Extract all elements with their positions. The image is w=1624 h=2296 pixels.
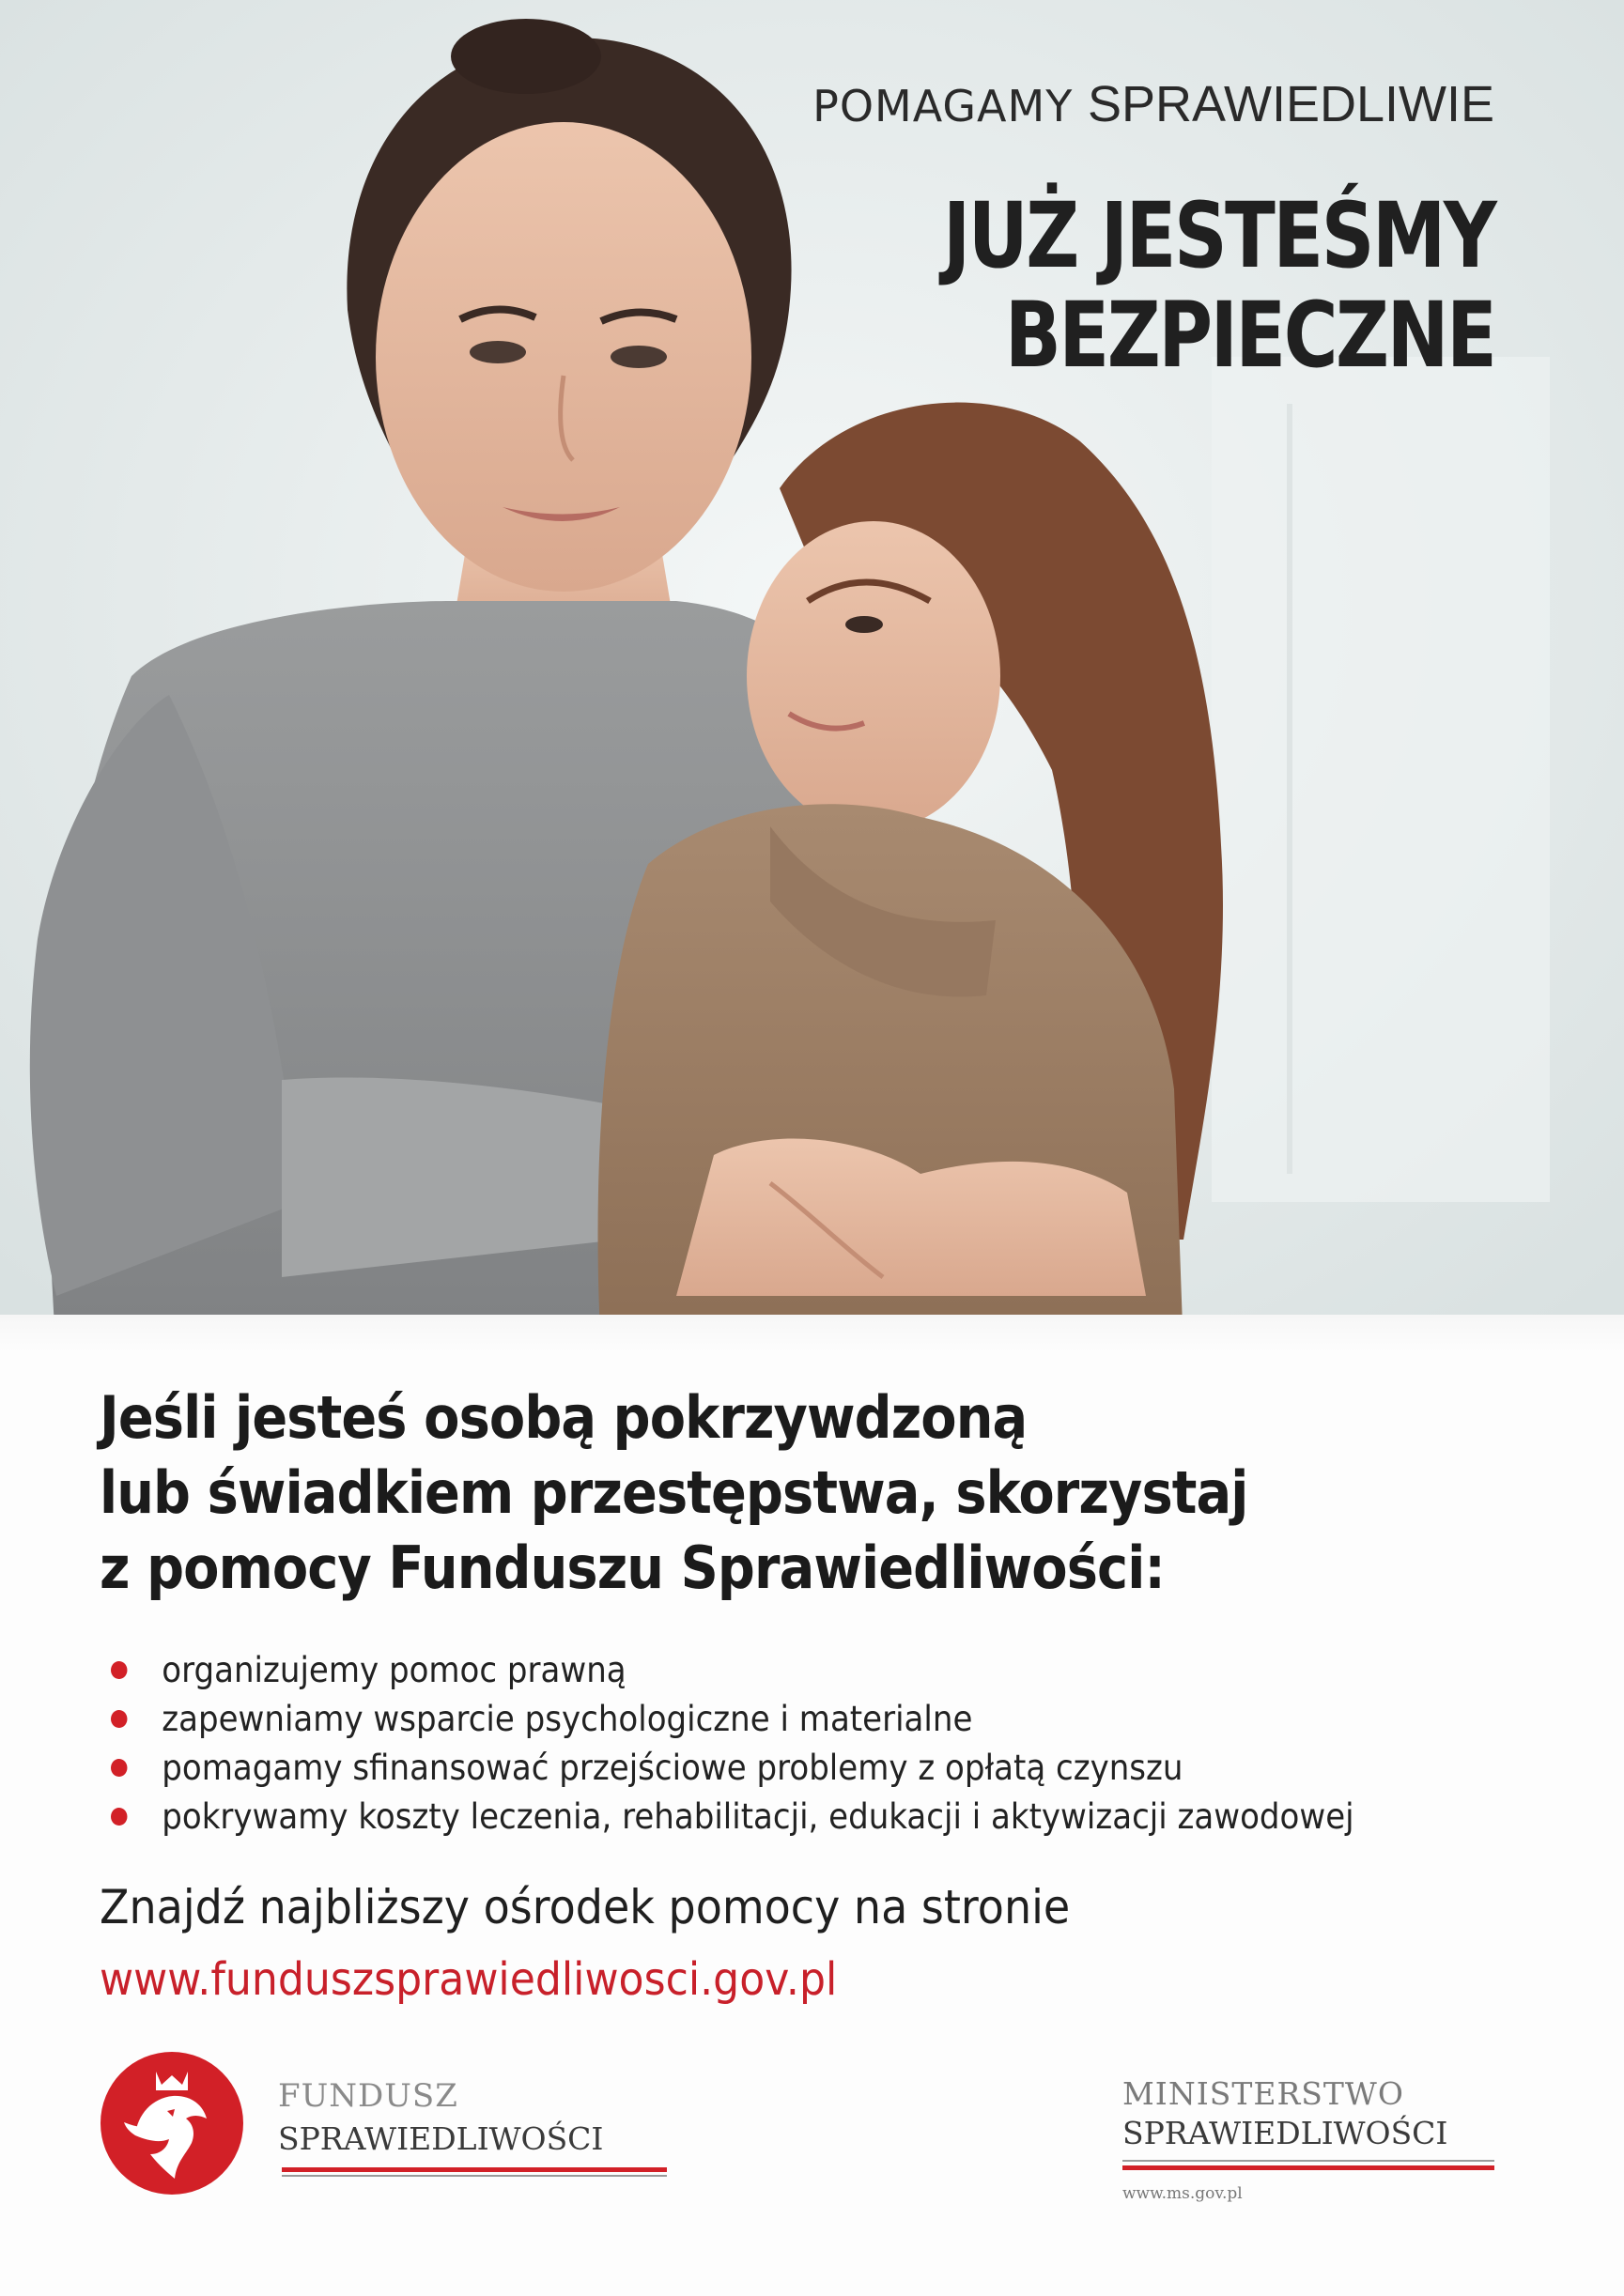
services-list — [111, 1645, 1462, 1841]
ministry-logo — [1122, 2075, 1498, 2203]
ministry-name-line-2: SPRAWIEDLIWOŚCI — [1122, 2115, 1448, 2151]
headline — [942, 183, 1494, 388]
fund-website-link[interactable]: www.funduszsprawiedliwosci.gov.pl — [100, 1953, 838, 2006]
intro-text — [100, 1380, 1248, 1606]
list-item — [111, 1645, 1354, 1694]
list-item — [111, 1743, 1354, 1792]
list-item-text: zapewniamy wsparcie psychologiczne i materialne — [162, 1698, 973, 1739]
ministry-red-stripe — [1122, 2165, 1494, 2170]
ministry-gray-stripe — [1122, 2160, 1494, 2162]
bullet-dot-icon — [111, 1808, 127, 1826]
list-item-text: pokrywamy koszty leczenia, rehabilitacji, edukacji i aktywizacji zawodowej — [162, 1795, 1354, 1837]
fund-red-stripe — [282, 2167, 667, 2172]
bullet-dot-icon — [111, 1710, 127, 1728]
bullet-dot-icon — [111, 1661, 127, 1679]
headline-line-2: BEZPIECZNE — [1004, 283, 1494, 388]
intro-line-3: z pomocy Funduszu Sprawiedliwości: — [100, 1533, 1165, 1602]
bullet-dot-icon — [111, 1759, 127, 1777]
kicker-light: POMAGAMY — [812, 81, 1074, 131]
fund-gray-stripe — [282, 2175, 667, 2177]
ministry-website[interactable]: www.ms.gov.pl — [1122, 2184, 1243, 2203]
eagle-emblem-icon — [98, 2049, 246, 2197]
kicker-strong: SPRAWIEDLIWIE — [1087, 76, 1494, 132]
find-center-text: Znajdź najbliższy ośrodek pomocy na stronie — [100, 1880, 1071, 1934]
fund-logo — [98, 2049, 680, 2190]
fund-name-line-2: SPRAWIEDLIWOŚCI — [278, 2120, 604, 2157]
list-item — [111, 1694, 1354, 1743]
list-item-text: organizujemy pomoc prawną — [162, 1649, 626, 1690]
intro-line-1: Jeśli jesteś osobą pokrzywdzoną — [100, 1383, 1028, 1452]
intro-line-2: lub świadkiem przestępstwa, skorzystaj — [100, 1458, 1248, 1527]
campaign-kicker — [812, 75, 1494, 133]
headline-line-1: JUŻ JESTEŚMY — [942, 183, 1494, 288]
ministry-name-line-1: MINISTERSTWO — [1122, 2075, 1404, 2112]
list-item — [111, 1792, 1354, 1841]
list-item-text: pomagamy sfinansować przejściowe problemy z opłatą czynszu — [162, 1747, 1183, 1788]
fund-name-line-1: FUNDUSZ — [278, 2077, 458, 2115]
